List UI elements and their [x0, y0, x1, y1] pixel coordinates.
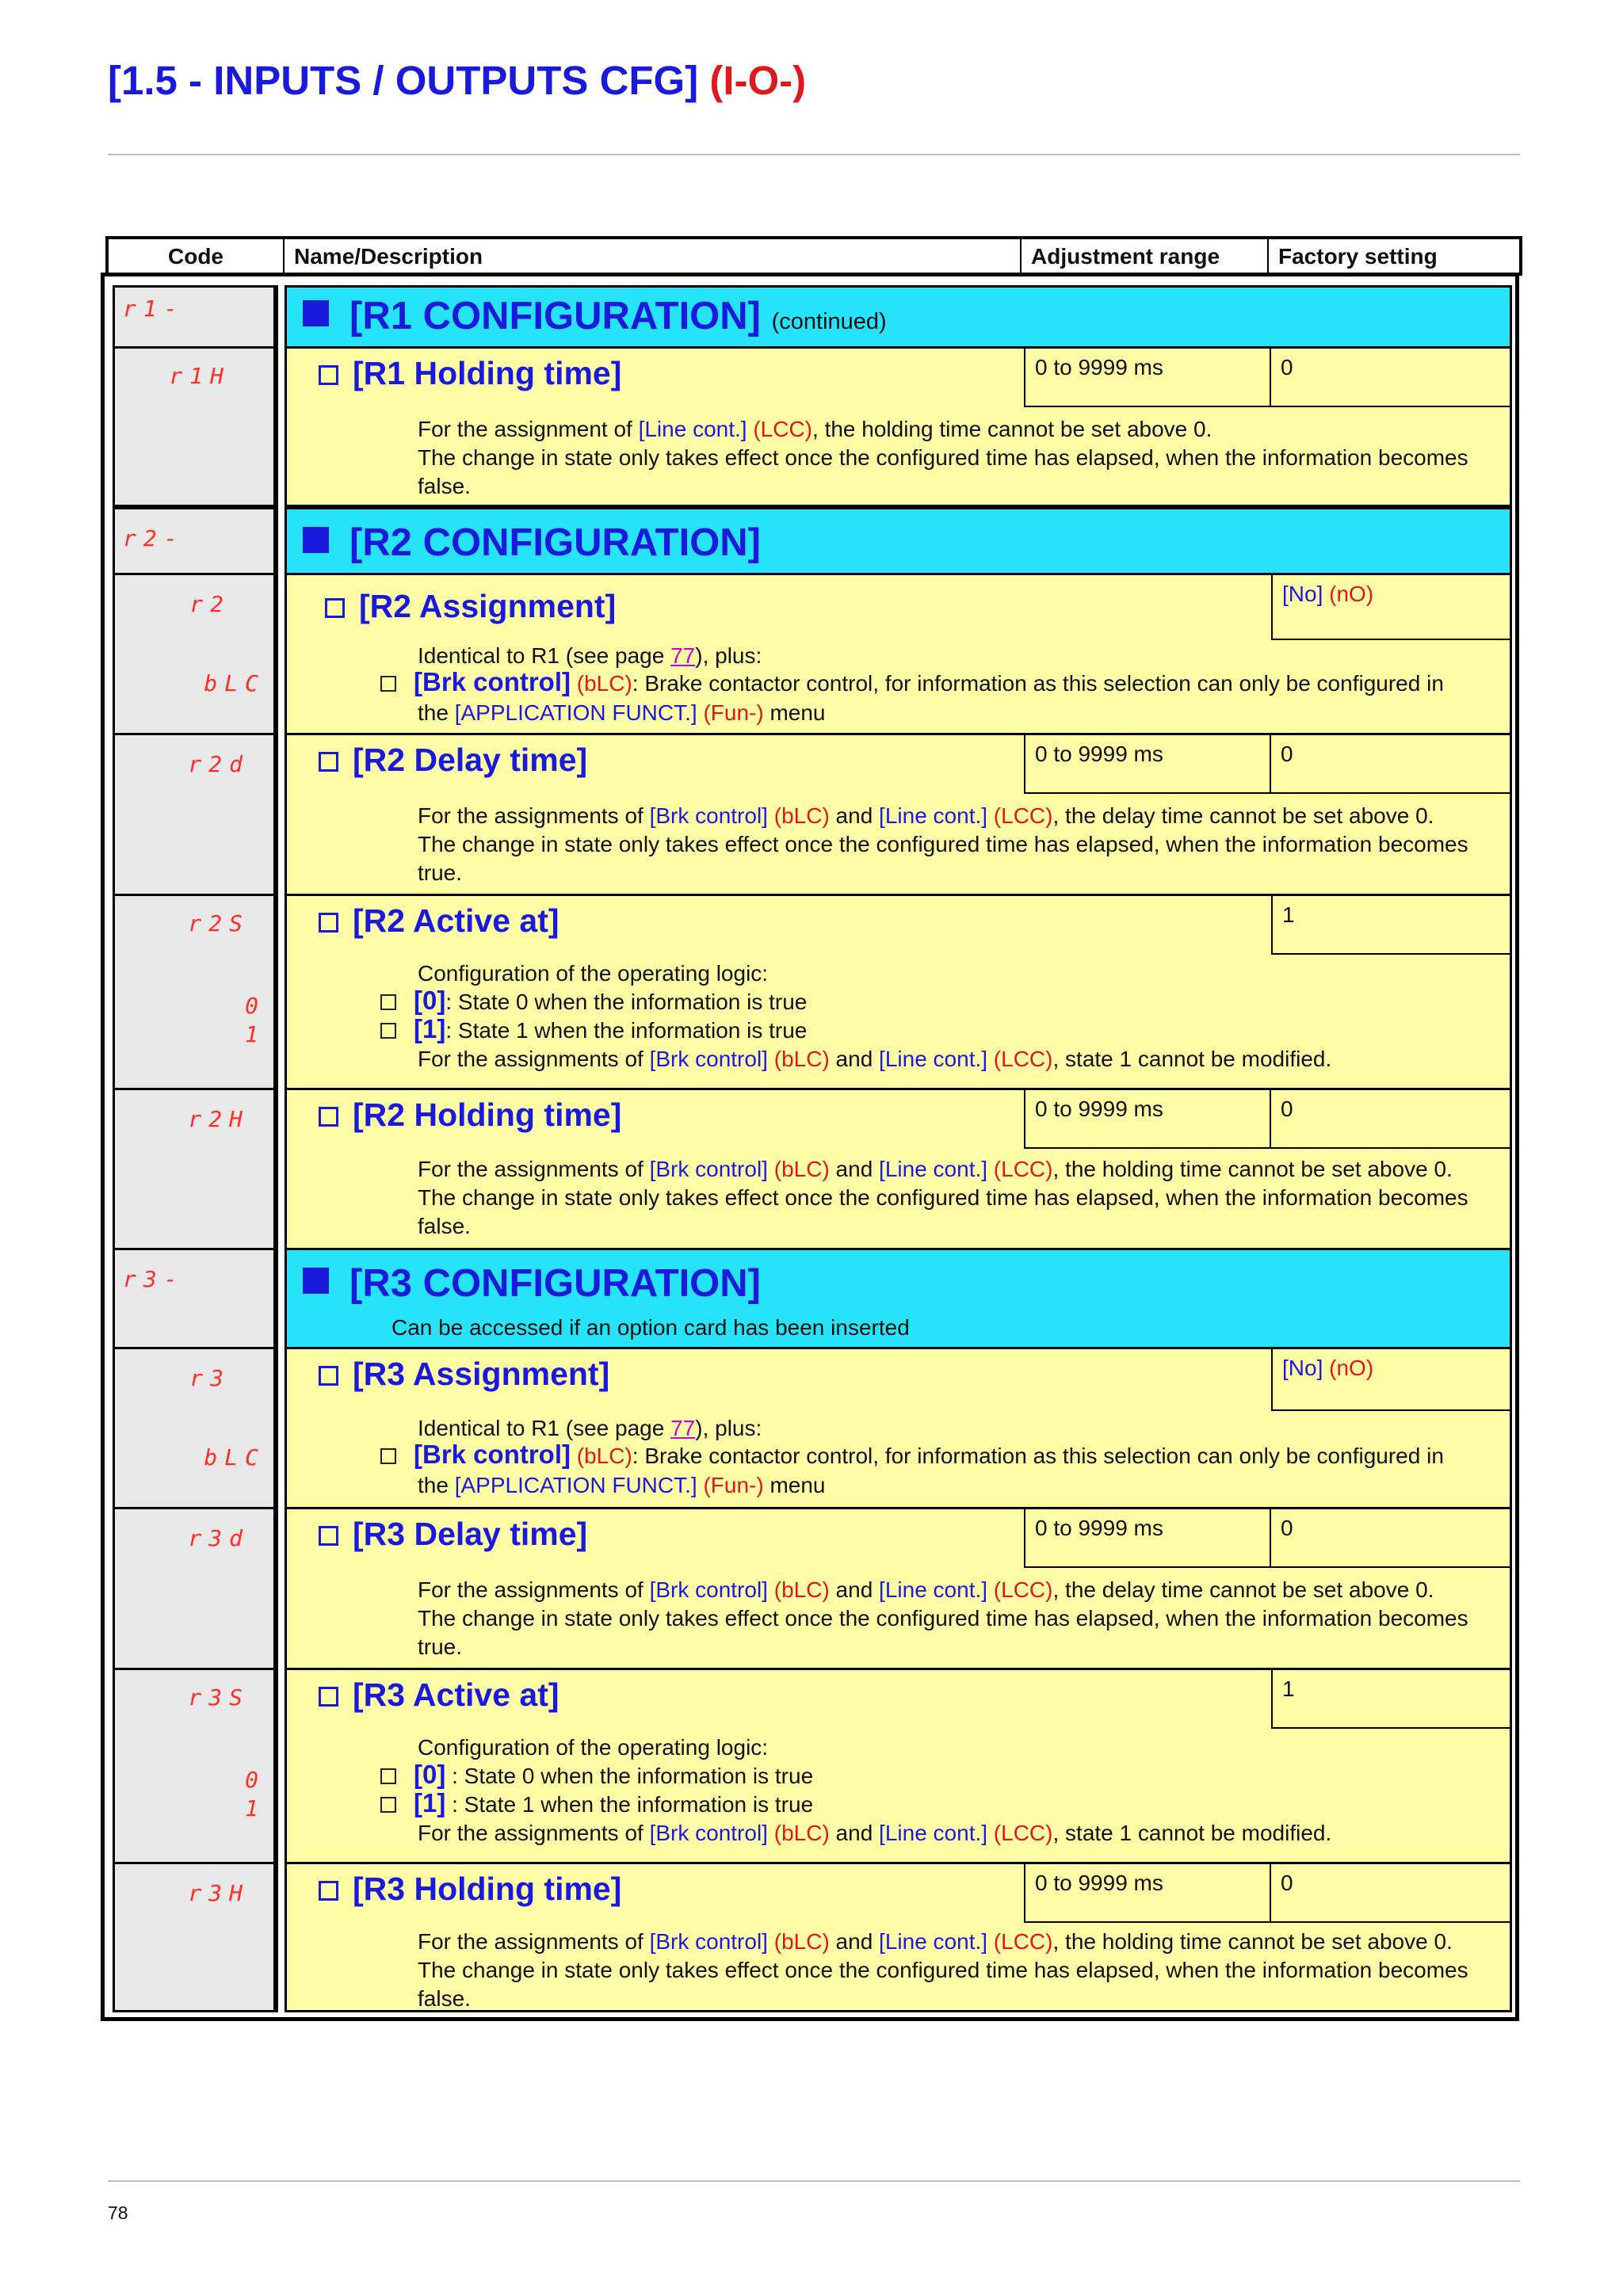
- option-0: [0] : State 0 when the information is true: [380, 1760, 813, 1791]
- description: For the assignment of [Line cont.] (LCC), the holding time cannot be set above 0. The change in state only takes effect once the configured time has elapsed, when the information becomes false.: [418, 417, 1468, 498]
- section-title: [R3 CONFIGURATION]: [303, 1261, 761, 1306]
- param-content: [287, 1347, 1512, 1509]
- description: Identical to R1 (see page 77), plus:: [418, 1416, 762, 1440]
- option-square-icon: [380, 994, 396, 1010]
- separator: [276, 507, 287, 575]
- section-title: [R2 CONFIGURATION]: [303, 521, 761, 565]
- param-content: [287, 1862, 1512, 2012]
- factory-setting: 0: [1271, 1509, 1510, 1568]
- param-content: [287, 894, 1512, 1090]
- code-r3: r3-: [123, 1266, 185, 1292]
- param-r3: [113, 1347, 1512, 1509]
- param-content: [287, 346, 1512, 507]
- section-title: [R1 CONFIGURATION] (continued): [303, 294, 887, 338]
- description: Configuration of the operating logic:: [418, 961, 769, 986]
- separator: [276, 1507, 287, 1670]
- code-cell: [113, 733, 276, 896]
- code-r3-blc: bLC: [204, 1444, 265, 1470]
- checkbox-square-icon: [319, 1881, 338, 1901]
- param-name: [R3 Holding time]: [319, 1871, 621, 1908]
- factory-setting: 1: [1271, 896, 1510, 955]
- filled-square-icon: [303, 300, 329, 326]
- code-cell: [113, 1248, 276, 1349]
- description-note: For the assignments of [Brk control] (bLC) and [Line cont.] (LCC), state 1 cannot be modified.: [418, 1821, 1332, 1845]
- code-r2: r2-: [123, 525, 185, 551]
- param-content: [287, 1507, 1512, 1670]
- page-link[interactable]: 77: [670, 1416, 696, 1440]
- adjustment-range: 0 to 9999 ms: [1024, 1864, 1271, 1923]
- code-r3s-1: 1: [245, 1795, 265, 1821]
- code-cell: [113, 1862, 276, 2012]
- code-cell: [113, 285, 276, 349]
- param-content: [287, 1088, 1512, 1250]
- bottom-divider: [108, 2180, 1520, 2182]
- param-name: [R3 Assignment]: [319, 1356, 609, 1393]
- section-r2: [113, 507, 1512, 575]
- checkbox-square-icon: [325, 598, 345, 618]
- checkbox-square-icon: [319, 913, 338, 933]
- filled-square-icon: [303, 1268, 329, 1294]
- param-content: [287, 1668, 1512, 1864]
- option-square-icon: [380, 1023, 396, 1039]
- separator: [276, 346, 287, 507]
- description: Configuration of the operating logic:: [418, 1735, 769, 1760]
- code-cell: [113, 1088, 276, 1250]
- code-r3s: r3S: [188, 1684, 250, 1711]
- code-r3d: r3d: [188, 1525, 250, 1551]
- code-r1: r1-: [123, 296, 185, 322]
- header-code: Code: [109, 239, 285, 273]
- param-name: [R2 Assignment]: [325, 588, 616, 625]
- section-header: [287, 507, 1512, 575]
- top-divider: [108, 154, 1520, 155]
- separator: [276, 285, 287, 349]
- filled-square-icon: [303, 527, 329, 553]
- separator: [276, 733, 287, 896]
- page-link[interactable]: 77: [670, 643, 696, 668]
- section-header: [287, 285, 1512, 349]
- checkbox-square-icon: [319, 365, 338, 385]
- separator: [276, 1248, 287, 1349]
- description-cont: the [APPLICATION FUNCT.] (Fun-) menu: [418, 1473, 826, 1497]
- code-cell: [113, 1507, 276, 1670]
- description: For the assignments of [Brk control] (bLC) and [Line cont.] (LCC), the holding time cannot be set above 0. The change in state only takes effect once the configured time has elapsed, when the information becomes false.: [418, 1929, 1468, 2011]
- adjustment-range: 0 to 9999 ms: [1024, 1090, 1271, 1149]
- separator: [276, 1862, 287, 2012]
- param-name: [R2 Active at]: [319, 902, 559, 940]
- page-title-main: [1.5 - INPUTS / OUTPUTS CFG]: [108, 58, 699, 103]
- section-header: [287, 1248, 1512, 1349]
- factory-setting: [No] (nO): [1271, 575, 1510, 640]
- header-adjustment: Adjustment range: [1022, 239, 1269, 273]
- checkbox-square-icon: [319, 1687, 338, 1707]
- param-r2d: [113, 733, 1512, 896]
- separator: [276, 1088, 287, 1250]
- param-name: [R3 Delay time]: [319, 1516, 587, 1553]
- separator: [276, 573, 287, 735]
- param-name: [R2 Holding time]: [319, 1097, 621, 1134]
- code-r3h: r3H: [188, 1880, 250, 1906]
- table-header: [105, 236, 1522, 276]
- description-note: For the assignments of [Brk control] (bLC) and [Line cont.] (LCC), state 1 cannot be modified.: [418, 1047, 1332, 1071]
- param-r2s: [113, 894, 1512, 1090]
- code-r2s-1: 1: [245, 1021, 265, 1047]
- header-factory: Factory setting: [1278, 244, 1438, 269]
- code-r2-blc: bLC: [204, 670, 265, 696]
- checkbox-square-icon: [319, 752, 338, 772]
- section-note: Can be accessed if an option card has been inserted: [391, 1315, 910, 1340]
- param-r3d: [113, 1507, 1512, 1670]
- description: For the assignments of [Brk control] (bLC) and [Line cont.] (LCC), the holding time cannot be set above 0. The change in state only takes effect once the configured time has elapsed, when the information becomes false.: [418, 1157, 1468, 1238]
- param-r2: [113, 573, 1512, 735]
- code-r1h: r1H: [169, 363, 231, 389]
- param-content: [287, 733, 1512, 896]
- checkbox-square-icon: [319, 1107, 338, 1127]
- option-brk-control: [Brk control] (bLC): Brake contactor control, for information as this selection can only be configured in: [380, 1440, 1444, 1470]
- option-square-icon: [380, 1768, 396, 1784]
- code-r3-assign: r3: [189, 1365, 231, 1391]
- code-r2s: r2S: [188, 910, 250, 936]
- option-0: [0]: State 0 when the information is true: [380, 986, 807, 1016]
- checkbox-square-icon: [319, 1526, 338, 1546]
- code-cell: [113, 1347, 276, 1509]
- option-square-icon: [380, 1797, 396, 1813]
- code-cell: [113, 346, 276, 507]
- adjustment-range: 0 to 9999 ms: [1024, 1509, 1271, 1568]
- adjustment-range: 0 to 9999 ms: [1024, 349, 1271, 407]
- adjustment-range: 0 to 9999 ms: [1024, 735, 1271, 794]
- separator: [276, 1668, 287, 1864]
- factory-setting: 0: [1271, 1090, 1510, 1149]
- factory-setting: 0: [1271, 349, 1510, 407]
- code-cell: [113, 1668, 276, 1864]
- code-r2h: r2H: [188, 1106, 250, 1132]
- section-r1: [113, 285, 1512, 349]
- code-r2s-0: 0: [245, 993, 265, 1019]
- option-square-icon: [380, 1448, 396, 1464]
- code-r2-assign: r2: [189, 591, 231, 617]
- param-name: [R1 Holding time]: [319, 355, 621, 392]
- param-r2h: [113, 1088, 1512, 1250]
- page-title-code: (I-O-): [709, 58, 807, 103]
- factory-setting: 0: [1271, 1864, 1510, 1923]
- code-r2d: r2d: [188, 751, 250, 777]
- description: For the assignments of [Brk control] (bLC) and [Line cont.] (LCC), the delay time cannot be set above 0. The change in state only takes effect once the configured time has elapsed, when the information becomes true.: [418, 803, 1468, 885]
- continued-label: (continued): [771, 309, 887, 334]
- param-r3h: [113, 1862, 1512, 2012]
- option-brk-control: [Brk control] (bLC): Brake contactor control, for information as this selection can only be configured in: [380, 668, 1444, 698]
- header-name: Name/Description: [285, 239, 1022, 273]
- option-1: [1]: State 1 when the information is true: [380, 1015, 807, 1045]
- code-cell: [113, 507, 276, 575]
- checkbox-square-icon: [319, 1366, 338, 1386]
- option-square-icon: [380, 676, 396, 692]
- description-cont: the [APPLICATION FUNCT.] (Fun-) menu: [418, 700, 826, 725]
- option-1: [1] : State 1 when the information is true: [380, 1789, 813, 1819]
- description: Identical to R1 (see page 77), plus:: [418, 643, 762, 668]
- factory-setting: 1: [1271, 1670, 1510, 1729]
- param-r1h: [113, 346, 1512, 507]
- separator: [276, 894, 287, 1090]
- page-title: [108, 57, 806, 104]
- param-name: [R2 Delay time]: [319, 742, 587, 779]
- separator: [276, 1347, 287, 1509]
- factory-setting: 0: [1271, 735, 1510, 794]
- description: For the assignments of [Brk control] (bLC) and [Line cont.] (LCC), the delay time cannot be set above 0. The change in state only takes effect once the configured time has elapsed, when the information becomes true.: [418, 1577, 1468, 1659]
- code-cell: [113, 573, 276, 735]
- section-r3: [113, 1248, 1512, 1349]
- code-cell: [113, 894, 276, 1090]
- param-r3s: [113, 1668, 1512, 1864]
- code-r3s-0: 0: [245, 1767, 265, 1793]
- factory-setting: [No] (nO): [1271, 1349, 1510, 1411]
- param-content: [287, 573, 1512, 735]
- page-number: 78: [108, 2203, 128, 2223]
- param-name: [R3 Active at]: [319, 1676, 559, 1714]
